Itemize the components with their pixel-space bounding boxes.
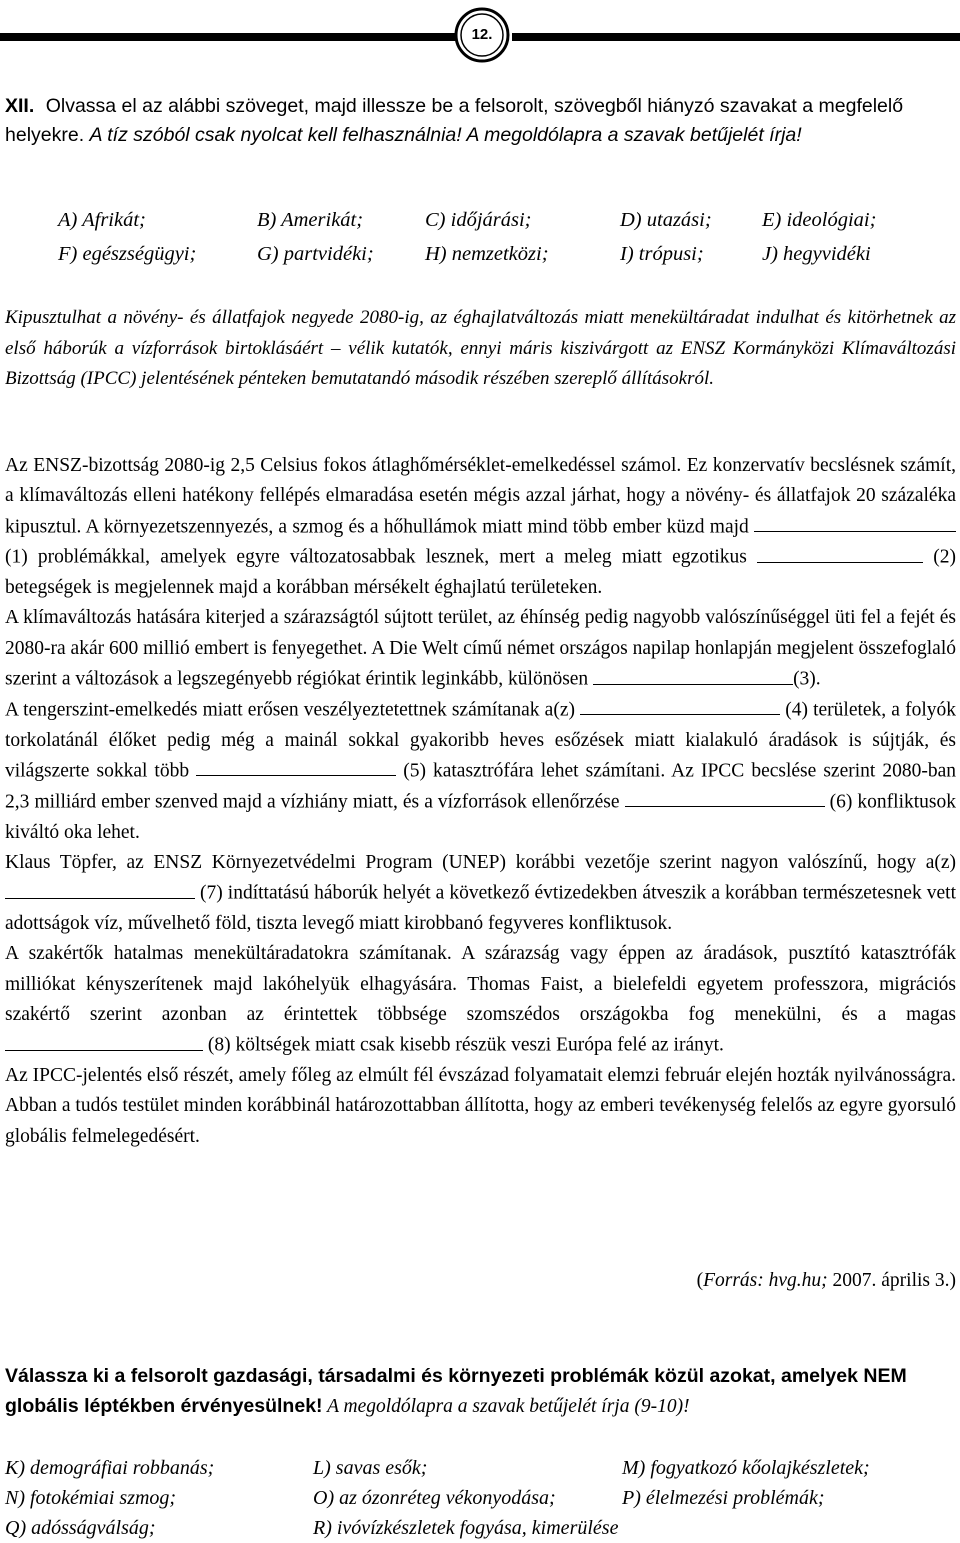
paragraph-4-text-a: Klaus Töpfer, az ENSZ Környezetvédelmi Program (UNEP) korábbi vezetője szerint nagyon valószínű, hogy a(z) [5,851,956,873]
blank-5[interactable] [196,756,396,777]
task-instruction-main: Olvassa el az alábbi szöveget, majd illessze be a felsorolt, szövegből hiányzó szavakat a megfelelő helyekre. [5,95,904,146]
paragraph-3-text-c: (5) katasztrófára lehet számítani. Az IPCC becslése szerint 2080-ban 2,3 milliárd ember szenved majd a vízhiány miatt, és a vízforrások ellenőrzése [5,760,957,813]
paragraph-3-text-a: A tengerszint-emelkedés miatt erősen veszélyeztetettnek számítanak a(z) [5,699,575,721]
paragraph-6: Az IPCC-jelentés első részét, amely főleg az elmúlt fél évszázad folyamatait elemzi február elején hozták nyilvánosságra. Abban a tudós testület minden korábbinál határozottabban állította, hogy az emberi tevékenység felelős az egyre gyorsuló globális felmelegedésért. [5,1064,956,1147]
option-r: R) ivóvízkészletek fogyása, kimerülése [313,1517,619,1539]
paragraph-1-text-a: Az ENSZ-bizottság 2080-ig 2,5 Celsius fokos átlaghőmérséklet-emelkedéssel számol. Ez konzervatív becslésnek számít, a klímaváltozás elleni hatékony fellépés elmaradása esetén mégis azzal járhat, hogy a növény- és állatfajok 20 százaléka kipusztul. A környezetszennyezés, a szmog és a hőhullámok miatt mind több ember küzd majd [5,455,956,538]
task-2-instruction [5,1361,956,1422]
source-citation [697,1270,956,1292]
option-a: A) Afrikát; [58,209,146,231]
paragraph-3-text-b: (4) területek, a folyók torkolatánál élőket pedig még a mainál sokkal gyakoribb heves esőzések miatt kialakuló áradások is sújtják, és világszerte sokkal több [5,699,956,782]
paragraph-5-text-a: A szakértők hatalmas menekültáradatokra számítanak. A szárazság vagy éppen az áradások, pusztító katasztrófák milliókat kényszerítenek majd lakóhelyük elhagyására. Thomas Faist, a bielefeldi egyetem professzora, migrációs szakértő szerint azonban az érintettek többsége szomszédos országokba fog menekülni, és a magas [5,943,956,1025]
blank-8[interactable] [5,1030,203,1051]
blank-7[interactable] [5,878,195,899]
option-p: P) élelmezési problémák; [622,1487,825,1509]
option-c: C) időjárási; [425,209,532,231]
option-g: G) partvidéki; [257,243,374,265]
paragraph-4 [5,848,956,939]
paragraph-3-text-d: (6) konfliktusok kiváltó oka lehet. [5,791,957,843]
source-date: 2007. április 3.) [827,1270,956,1291]
paragraph-4-text-b: (7) indíttatású háborúk helyét a következő évtizedekben átveszik a korábban természetesnek vett adottságok víz, művelhető föld, tiszta levegő miatt kirobbanó fegyveres konfliktusok. [5,882,956,934]
option-q: Q) adósságválság; [5,1517,156,1539]
paragraph-2-text-b: (3). [793,668,821,690]
task-2-instruction-sub: A megoldólapra a szavak betűjelét írja (9-10)! [322,1396,690,1417]
option-k: K) demográfiai robbanás; [5,1457,215,1479]
paragraph-2 [5,603,956,694]
option-n: N) fotokémiai szmog; [5,1487,177,1509]
option-e: E) ideológiai; [762,209,877,231]
paragraph-1-text-b: (1) problémákkal, amelyek egyre változatosabbak lesznek, mert a meleg miatt egzotikus [5,546,747,568]
blank-4[interactable] [580,695,780,716]
option-j: J) hegyvidéki [762,243,871,265]
option-m: M) fogyatkozó kőolajkészletek; [622,1457,870,1479]
blank-1[interactable] [754,512,956,533]
paragraph-5-text-b: (8) költségek miatt csak kisebb részük veszi Európa felé az irányt. [207,1034,724,1056]
header-rule-left [0,33,456,41]
source-label: Forrás: hvg.hu; [703,1270,828,1291]
option-o: O) az ózonréteg vékonyodása; [313,1487,556,1509]
option-d: D) utazási; [620,209,712,231]
blank-6[interactable] [625,787,825,808]
task-instruction-sub: A tíz szóból csak nyolcat kell felhasználnia! A megoldólapra a szavak betűjelét írja! [89,124,802,146]
task-instruction [5,92,955,150]
source-open: ( [696,1270,704,1291]
paragraph-1 [5,451,956,603]
task-2-instruction-main: Válassza ki a felsorolt gazdasági, társadalmi és környezeti problémák közül azokat, amelyek NEM globális léptékben érvényesülnek! [5,1365,907,1417]
page-number: 12. [471,26,493,43]
article-lead: Kipusztulhat a növény- és állatfajok negyede 2080-ig, az éghajlatváltozás miatt menekültáradat indulhat és kitörhetnek az első háborúk a vízforrások birtoklásáért – vélik kutatók, ennyi máris kiszivárgott az ENSZ Kormányközi Klímaváltozási Bizottság (IPCC) jelentésének pénteken bemutatandó második részében szereplő állításokról. [5,307,956,389]
article-body [5,451,956,1152]
option-b: B) Amerikát; [257,209,364,231]
paragraph-3 [5,695,956,848]
option-f: F) egészségügyi; [58,243,197,265]
option-i: I) trópusi; [620,243,704,265]
paragraph-5 [5,939,956,1061]
task-number: XII. [5,95,35,117]
paragraph-1-text-c: (2) betegségek is megjelennek majd a korábban mérsékelt éghajlatú területeken. [5,546,956,599]
option-h: H) nemzetközi; [425,243,549,265]
blank-3[interactable] [593,664,793,685]
paragraph-2-text-a: A klímaváltozás hatására kiterjed a szárazságtól sújtott terület, az éhínség pedig nagyobb valószínűséggel üti fel a fejét és 2080-ra akár 600 millió embert is fenyegethet. A Die Welt című német országos napilap honlapján megjelent összefoglaló szerint a változások a legszegényebb régiókat érintik leginkább, különösen [5,607,956,690]
header-rule-right [512,33,960,41]
blank-2[interactable] [757,542,923,563]
option-l: L) savas esők; [313,1457,428,1479]
